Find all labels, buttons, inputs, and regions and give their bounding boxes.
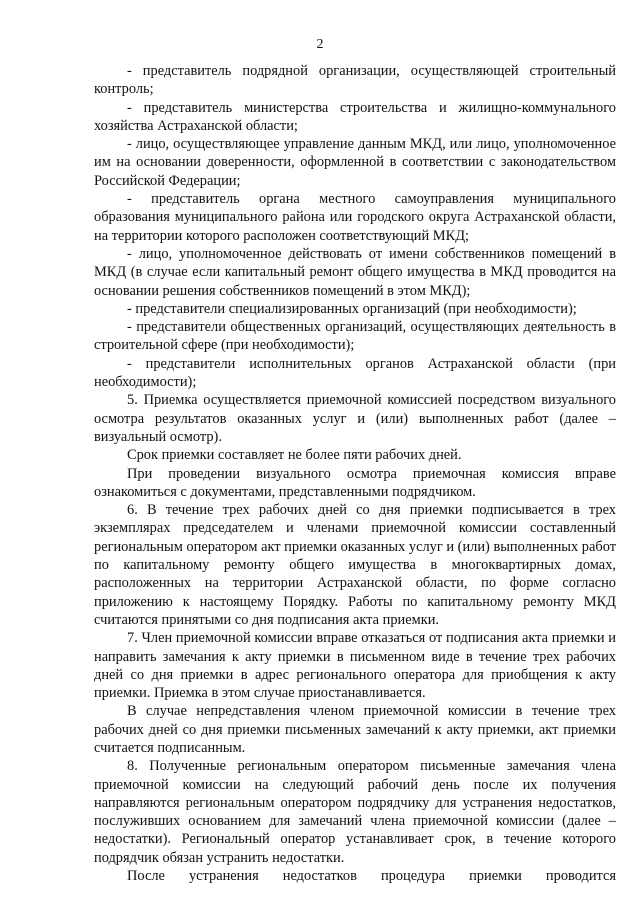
paragraph: - представитель подрядной организации, осуществляющей строительный контроль;	[94, 63, 616, 98]
paragraph: 5. Приемка осуществляется приемочной комиссией посредством визуального осмотра результатов оказанных услуг и (или) выполненных работ (далее – визуальный осмотр).	[94, 392, 616, 445]
paragraph: - представители общественных организаций, осуществляющих деятельность в строительной сфере (при необходимости);	[94, 319, 616, 354]
paragraph: - представители исполнительных органов Астраханской области (при необходимости);	[94, 355, 616, 391]
paragraph-continued: После устранения недостатков процедура приемки проводится	[127, 868, 616, 885]
paragraph: - представитель органа местного самоуправления муниципального образования муниципального района или городского округа Астраханской области, на территории которого расположен соответствующий МКД;	[94, 191, 616, 244]
paragraph: 8. Полученные региональным оператором письменные замечания члена приемочной комиссии на следующий рабочий день после их получения направляются региональным оператором подрядчику для устранения недостатков, послуживших основанием для замечаний члена приемочной комиссии (далее – недостатки). Региональный оператор устанавливает срок, в течение которого подрядчик обязан устранить недостатки.	[94, 758, 616, 866]
paragraph: - представители специализированных организаций (при необходимости);	[127, 300, 577, 317]
paragraph: - представитель министерства строительства и жилищно-коммунального хозяйства Астраханской области;	[94, 99, 616, 134]
paragraph: В случае непредставления членом приемочной комиссии в течение трех рабочих дней со дня приемки письменных замечаний к акту приемки, акт приемки считается подписанным.	[94, 703, 616, 756]
paragraph: Срок приемки составляет не более пяти рабочих дней.	[127, 447, 462, 464]
paragraph: - лицо, уполномоченное действовать от имени собственников помещений в МКД (в случае если капитальный ремонт общего имущества в МКД проводится на основании решения собственников помещений в этом МКД);	[94, 245, 616, 299]
document-body	[94, 62, 616, 885]
paragraph: 6. В течение трех рабочих дней со дня приемки подписывается в трех экземплярах председателем и членами приемочной комиссии составленный региональным оператором акт приемки оказанных услуг и (или) выполненных работ по капитальному ремонту общего имущества в многоквартирных домах, расположенных на территории Астраханской области, по форме согласно приложению к настоящему Порядку. Работы по капитальному ремонту МКД считаются принятыми со дня подписания акта приемки.	[94, 502, 616, 628]
paragraph: При проведении визуального осмотра приемочная комиссия вправе ознакомиться с документами, представленными подрядчиком.	[94, 465, 616, 500]
page-number: 2	[316, 37, 324, 52]
paragraph: 7. Член приемочной комиссии вправе отказаться от подписания акта приемки и направить замечания к акту приемки в письменном виде в течение трех рабочих дней со дня приемки в адрес регионального оператора для приобщения к акту приемки. Приемка в этом случае приостанавливается.	[94, 630, 616, 702]
paragraph: - лицо, осуществляющее управление данным МКД, или лицо, уполномоченное им на основании доверенности, оформленной в соответствии с законодательством Российской Федерации;	[94, 136, 616, 189]
